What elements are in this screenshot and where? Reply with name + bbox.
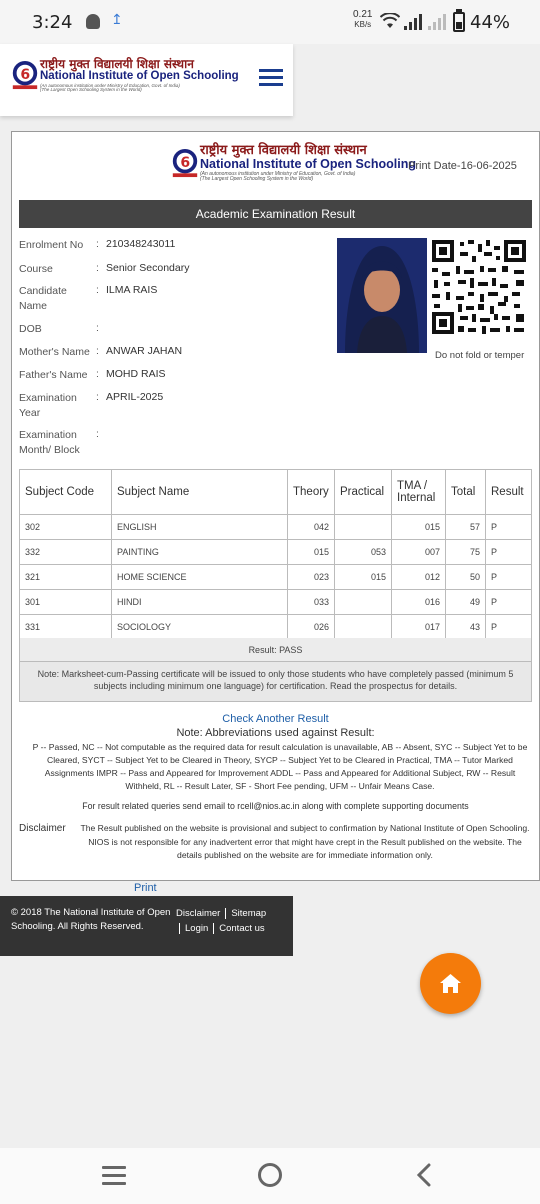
table-row: 321 HOME SCIENCE 023 015 012 50 P: [20, 565, 532, 590]
wifi-icon: [380, 13, 400, 29]
footer-link-login[interactable]: Login: [185, 923, 209, 934]
col-tma: TMA / Internal: [392, 470, 446, 515]
abbreviations-text: P -- Passed, NC -- Not computable as the required data for result calculation is unavailable, AB -- Absent, SYC -- Subject Yet to be Cleared, SYCT -- Subject Yet to be Cleared in Theory, SYCP -- Subject Yet to be Cleared in Practical, TMA -- Tutor Marked Assignments IMPR -- Pass and Appeared for Improvement ADDL -- Pass and Appeared for Additional Subject, RW -- Result Withheld, RL -- Result Later, SF - Short Fee pending, UFM -- Unfair Means Case.: [32, 742, 528, 791]
status-bar: [0, 0, 540, 44]
home-icon: [420, 953, 481, 1014]
signal-icon-secondary: [428, 13, 448, 31]
footer-links: [176, 906, 288, 936]
battery-percent: 44%: [470, 12, 511, 33]
snapchat-icon: [86, 14, 100, 29]
col-theory: Theory: [288, 470, 335, 515]
candidate-photo: [337, 238, 427, 353]
disclaimer-text: The Result published on the website is provisional and subject to confirmation by National Institute of Open Schooling. NIOS is not responsible for any inadvertent error that might have crept in the Result published on the website. The details published on the website are for immediate information only.: [80, 823, 530, 860]
footer-link-disclaimer[interactable]: Disclaimer: [176, 908, 221, 919]
table-row: 332 PAINTING 015 053 007 75 P: [20, 540, 532, 565]
result-title-bar: Academic Examination Result: [19, 200, 532, 228]
table-row: 302 ENGLISH 042 015 57 P: [20, 515, 532, 540]
footer-link-contact[interactable]: Contact us: [219, 923, 265, 934]
check-another-result-link: Check Another Result: [222, 713, 329, 725]
col-subject-code: Subject Code: [20, 470, 112, 515]
hamburger-menu-icon[interactable]: [259, 69, 283, 89]
nios-logo[interactable]: 6 राष्ट्रीय मुक्त विद्यालयी शिक्षा संस्थान National Institute of Open Schooling (An autonomous institution under Ministry of Education, Govt. of India) (The Largest Open Schooling System in the World): [12, 58, 239, 93]
upload-arrow-icon: ↥: [111, 11, 123, 27]
print-link[interactable]: Print: [134, 882, 157, 894]
battery-icon: [453, 12, 465, 32]
abbreviations-title: Note: Abbreviations used against Result:: [176, 727, 375, 739]
query-email-text: For result related queries send email to rcell@nios.ac.in along with complete supporting documents: [82, 801, 469, 811]
card-logo: 6 राष्ट्रीय मुक्त विद्यालयी शिक्षा संस्थान National Institute of Open Schooling (An autonomous institution under Ministry of Education, Govt. of India) (The Largest Open Schooling System in the World): [172, 144, 416, 182]
col-total: Total: [446, 470, 486, 515]
marks-table: [19, 469, 532, 640]
recent-apps-icon[interactable]: [102, 1166, 126, 1190]
overall-result: Result: PASS: [19, 638, 532, 662]
nios-emblem-icon: [172, 148, 198, 178]
table-row: 301 HINDI 033 016 49 P: [20, 590, 532, 615]
table-header-row: [20, 470, 532, 515]
nios-emblem-icon: [12, 60, 38, 90]
col-subject-name: Subject Name: [112, 470, 288, 515]
print-date: Print Date-16-06-2025: [408, 160, 517, 172]
svg-text:6: 6: [180, 154, 191, 171]
site-header: [0, 44, 293, 116]
svg-text:6: 6: [20, 67, 31, 83]
col-practical: Practical: [335, 470, 392, 515]
home-fab-button[interactable]: [420, 953, 481, 1014]
network-speed: 0.21 KB/s: [353, 9, 373, 29]
do-not-fold-text: Do not fold or temper: [435, 350, 525, 361]
col-result: Result: [486, 470, 532, 515]
site-footer: [0, 896, 293, 956]
home-circle-icon[interactable]: [258, 1163, 282, 1187]
back-chevron-icon[interactable]: [414, 1163, 434, 1187]
disclaimer-label: Disclaimer: [19, 823, 66, 834]
footer-copyright: © 2018 The National Institute of Open Schooling. All Rights Reserved.: [11, 907, 171, 932]
signal-icon: [404, 13, 424, 31]
footer-link-sitemap[interactable]: Sitemap: [231, 908, 267, 919]
status-time: 3:24: [32, 12, 73, 33]
table-row: 331 SOCIOLOGY 026 017 43 P: [20, 615, 532, 640]
marksheet-note: Note: Marksheet-cum-Passing certificate will be issued to only those students who have completely passed (minimum 5 subjects including minimum one language) for certification. Read the prospectus for details.: [19, 662, 532, 702]
qr-code: [430, 238, 528, 336]
